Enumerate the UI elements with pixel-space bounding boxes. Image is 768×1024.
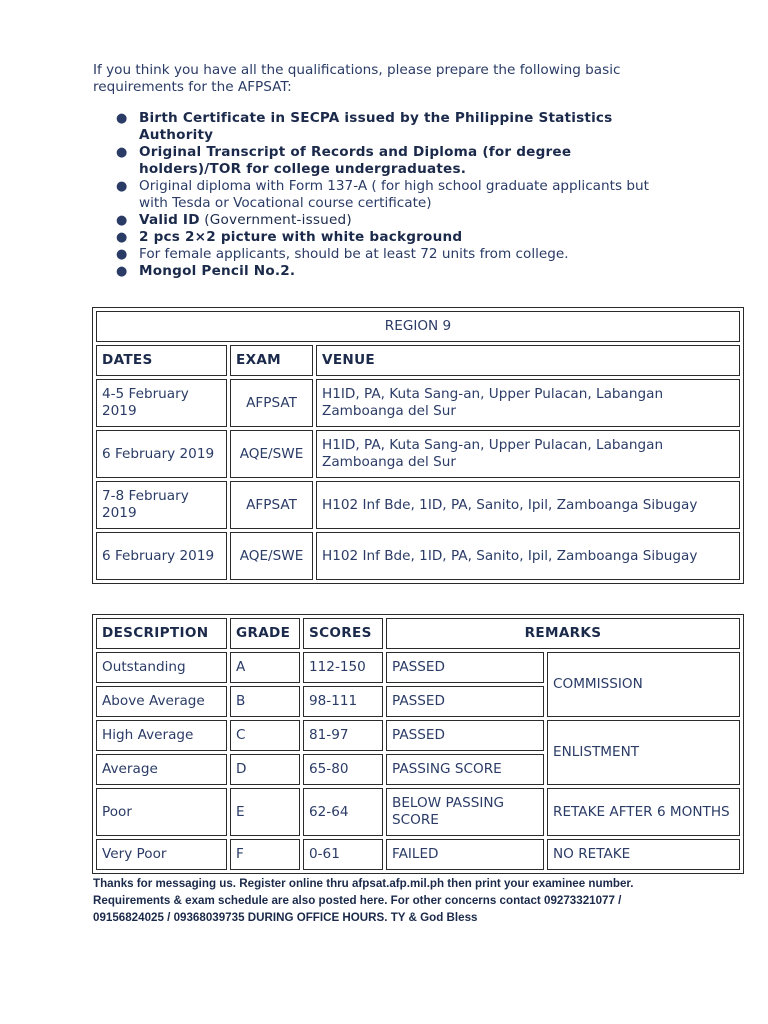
- column-header-dates: DATES: [96, 345, 227, 376]
- grade-scores: 112-150: [303, 652, 383, 683]
- grade-letter: A: [230, 652, 300, 683]
- bullet-icon: ●: [116, 145, 128, 160]
- list-item: [96, 178, 676, 212]
- schedule-date: 4-5 February 2019: [96, 379, 227, 427]
- schedule-venue: H1ID, PA, Kuta Sang-an, Upper Pulacan, Labangan Zamboanga del Sur: [316, 430, 740, 478]
- schedule-exam: AQE/SWE: [230, 532, 313, 580]
- remark-commission: COMMISSION: [547, 652, 740, 717]
- grade-scores: 0-61: [303, 839, 383, 870]
- bullet-icon: ●: [116, 247, 128, 262]
- list-item: [96, 229, 676, 246]
- schedule-date: 6 February 2019: [96, 532, 227, 580]
- schedule-table: [92, 307, 744, 584]
- region-heading: REGION 9: [96, 311, 740, 342]
- requirement-text: For female applicants, should be at least 72 units from college.: [139, 246, 569, 262]
- requirement-text: Birth Certificate in SECPA issued by the Philippine Statistics Authority: [139, 110, 613, 143]
- column-header-exam: EXAM: [230, 345, 313, 376]
- schedule-date: 7-8 February 2019: [96, 481, 227, 529]
- bullet-icon: ●: [116, 213, 128, 228]
- table-row: [96, 720, 740, 751]
- column-header-scores: SCORES: [303, 618, 383, 649]
- grade-letter: B: [230, 686, 300, 717]
- column-header-description: DESCRIPTION: [96, 618, 227, 649]
- table-row: [96, 788, 740, 836]
- grade-description: Average: [96, 754, 227, 785]
- grade-letter: C: [230, 720, 300, 751]
- table-row: [96, 839, 740, 870]
- requirement-note: (Government-issued): [199, 212, 352, 228]
- grade-description: Above Average: [96, 686, 227, 717]
- list-item: [96, 144, 676, 178]
- schedule-venue: H1ID, PA, Kuta Sang-an, Upper Pulacan, Labangan Zamboanga del Sur: [316, 379, 740, 427]
- grade-letter: F: [230, 839, 300, 870]
- bullet-icon: ●: [116, 230, 128, 245]
- list-item: [96, 110, 676, 144]
- grade-result: FAILED: [386, 839, 544, 870]
- grade-result: PASSED: [386, 652, 544, 683]
- schedule-venue: H102 Inf Bde, 1ID, PA, Sanito, Ipil, Zamboanga Sibugay: [316, 481, 740, 529]
- grade-scores: 65-80: [303, 754, 383, 785]
- grade-result: PASSED: [386, 686, 544, 717]
- grade-letter: D: [230, 754, 300, 785]
- requirement-text: Original Transcript of Records and Diploma (for degree holders)/TOR for college undergraduates.: [139, 144, 572, 177]
- table-row: [96, 379, 740, 427]
- requirements-list: [96, 110, 676, 280]
- grade-description: Very Poor: [96, 839, 227, 870]
- list-item: [96, 246, 676, 263]
- table-row: [96, 532, 740, 580]
- grade-description: Outstanding: [96, 652, 227, 683]
- intro-paragraph: If you think you have all the qualifications, please prepare the following basic requirements for the AFPSAT:: [93, 62, 621, 95]
- column-header-grade: GRADE: [230, 618, 300, 649]
- requirement-text: Original diploma with Form 137-A ( for high school graduate applicants but with Tesda or Vocational course certificate): [139, 178, 649, 211]
- remark-retake: RETAKE AFTER 6 MONTHS: [547, 788, 740, 836]
- schedule-exam: AFPSAT: [230, 379, 313, 427]
- column-header-remarks: REMARKS: [386, 618, 740, 649]
- grade-scores: 98-111: [303, 686, 383, 717]
- list-item: [96, 263, 676, 280]
- grade-result: PASSED: [386, 720, 544, 751]
- schedule-venue: H102 Inf Bde, 1ID, PA, Sanito, Ipil, Zamboanga Sibugay: [316, 532, 740, 580]
- schedule-date: 6 February 2019: [96, 430, 227, 478]
- table-row: [96, 652, 740, 683]
- table-row: [96, 481, 740, 529]
- schedule-exam: AFPSAT: [230, 481, 313, 529]
- grade-description: Poor: [96, 788, 227, 836]
- schedule-exam: AQE/SWE: [230, 430, 313, 478]
- grade-result: BELOW PASSING SCORE: [386, 788, 544, 836]
- requirement-text: Mongol Pencil No.2.: [139, 263, 296, 279]
- grade-letter: E: [230, 788, 300, 836]
- grading-table: [92, 614, 744, 874]
- requirement-text: 2 pcs 2×2 picture with white background: [139, 229, 463, 245]
- bullet-icon: ●: [116, 111, 128, 126]
- grade-result: PASSING SCORE: [386, 754, 544, 785]
- footer-message: Thanks for messaging us. Register online thru afpsat.afp.mil.ph then print your examinee number. Requirements & exam schedule are also posted here. For other concerns contact 09273321077 / 09156824025 / 09368039735 DURING OFFICE HOURS. TY & God Bless: [93, 877, 634, 924]
- list-item: [96, 212, 676, 229]
- table-row: [96, 430, 740, 478]
- grade-scores: 81-97: [303, 720, 383, 751]
- grade-scores: 62-64: [303, 788, 383, 836]
- remark-enlistment: ENLISTMENT: [547, 720, 740, 785]
- remark-no-retake: NO RETAKE: [547, 839, 740, 870]
- bullet-icon: ●: [116, 264, 128, 279]
- grade-description: High Average: [96, 720, 227, 751]
- bullet-icon: ●: [116, 179, 128, 194]
- column-header-venue: VENUE: [316, 345, 740, 376]
- requirement-text: Valid ID: [139, 212, 200, 228]
